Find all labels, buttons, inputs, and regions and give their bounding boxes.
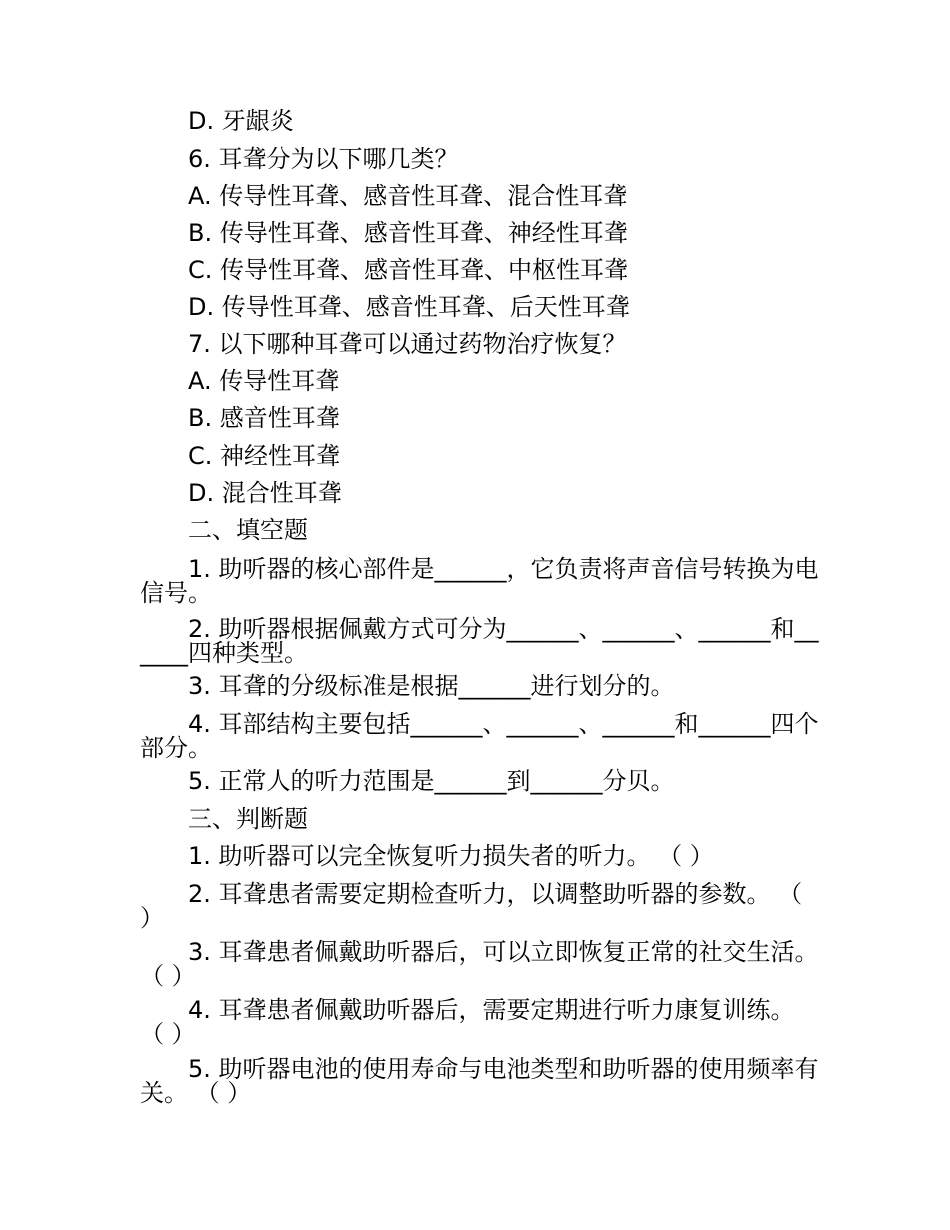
question-6-option-a: A. 传导性耳聋、感音性耳聋、混合性耳聋 [188,182,628,210]
question-6-option-c: C. 传导性耳聋、感音性耳聋、中枢性耳聋 [188,256,629,284]
question-7-option-b: B. 感音性耳聋 [188,404,340,432]
fill-blank-item-3: 3. 耳聋的分级标准是根据______进行划分的。 [188,672,675,700]
question-7-option-a: A. 传导性耳聋 [188,367,340,395]
section-2-heading: 二、填空题 [188,516,308,544]
fill-blank-item-4: 4. 耳部结构主要包括______、______、______和______四个部分。 [140,710,819,762]
section-3-heading: 三、判断题 [188,805,308,833]
question-6-option-b: B. 传导性耳聋、感音性耳聋、神经性耳聋 [188,219,628,247]
fill-blank-item-1: 1. 助听器的核心部件是______，它负责将声音信号转换为电信号。 [140,555,819,607]
true-false-item-4: 4. 耳聋患者佩戴助听器后，需要定期进行听力康复训练。 （ ） [140,996,795,1048]
true-false-item-3: 3. 耳聋患者佩戴助听器后，可以立即恢复正常的社交生活。 （ ） [140,938,819,990]
question-7-option-d: D. 混合性耳聋 [188,479,342,507]
true-false-item-5: 5. 助听器电池的使用寿命与电池类型和助听器的使用频率有关。 （ ） [140,1055,819,1107]
question-6-option-d: D. 传导性耳聋、感音性耳聋、后天性耳聋 [188,293,630,321]
q-prev-option-d: D. 牙龈炎 [188,107,294,135]
true-false-item-2: 2. 耳聋患者需要定期检查听力，以调整助听器的参数。 （ ） [140,880,803,932]
fill-blank-item-2: 2. 助听器根据佩戴方式可分为______、______、______和______四种类型。 [140,615,819,667]
fill-blank-item-5: 5. 正常人的听力范围是______到______分贝。 [188,767,675,795]
true-false-item-1: 1. 助听器可以完全恢复听力损失者的听力。 （ ） [188,842,714,870]
question-6: 6. 耳聋分为以下哪几类？ [188,145,459,173]
question-7-option-c: C. 神经性耳聋 [188,442,341,470]
question-7: 7. 以下哪种耳聋可以通过药物治疗恢复？ [188,330,627,358]
